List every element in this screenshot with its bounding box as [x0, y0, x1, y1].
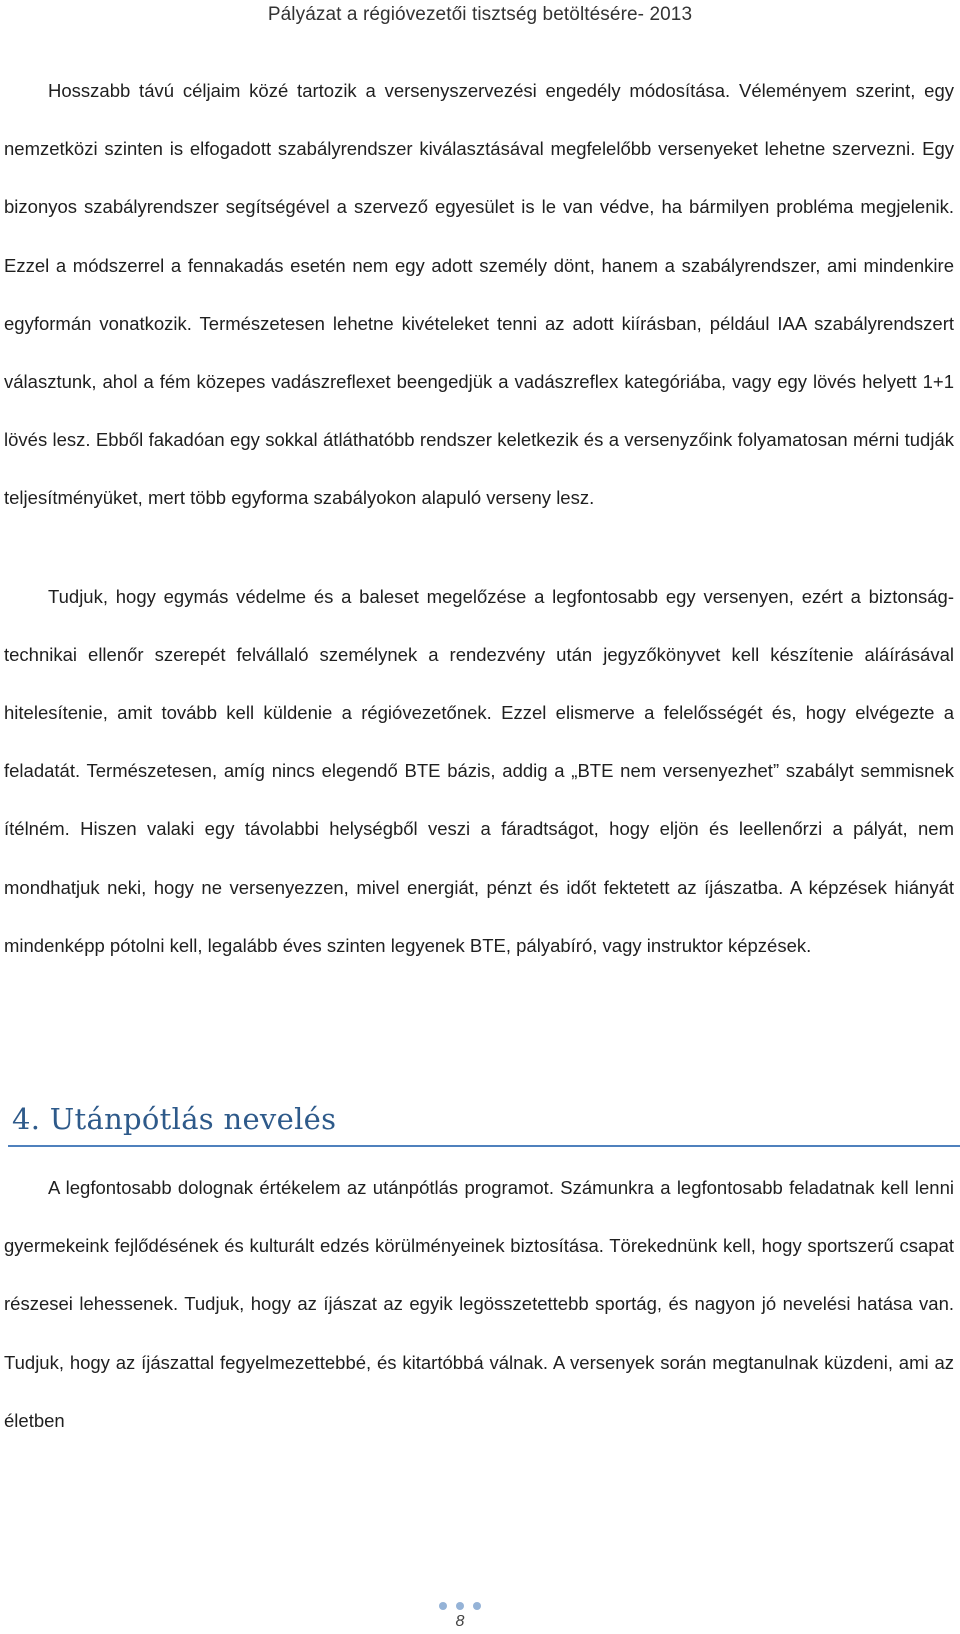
page-number: 8 [455, 1613, 465, 1630]
section-heading: 4. Utánpótlás nevelés [12, 1102, 337, 1137]
paragraph-safety-inspector: Tudjuk, hogy egymás védelme és a baleset megelőzése a legfontosabb egy versenyen, ezért a biztonság-technikai ellenőr szerepét felvállaló személynek a rendezvény után jegyzőkönyvet kell készítenie aláírásával hitelesítenie, amit tovább kell küldenie a régióvezetőnek. Ezzel elismerve a felelősségét és, hogy elvégezte a feladatát. Természetesen, amíg nincs elegendő BTE bázis, addig a „BTE nem versenyezhet” szabályt semmisnek ítélném. Hiszen valaki egy távolabbi helységből veszi a fáradtságot, hogy eljön és leellenőrzi a pályát, nem mondhatjuk neki, hogy ne versenyezzen, mivel energiát, pénzt és időt fektetett az íjászatba. A képzések hiányát mindenképp pótolni kell, legalább éves szinten legyenek BTE, pályabíró, vagy instruktor képzések. [4, 585, 954, 956]
page-header: Pályázat a régióvezetői tisztség betöltésére- 2013 [267, 4, 693, 25]
paragraph-youth-program: A legfontosabb dolognak értékelem az utánpótlás programot. Számunkra a legfontosabb feladatnak kell lenni gyermekeink fejlődésének és kulturált edzés körülményeinek biztosítása. Törekednünk kell, hogy sportszerű csapat részesei lehessenek. Tudjuk, hogy az íjászat az egyik legösszetettebb sportág, és nagyon jó nevelési hatása van. Tudjuk, hogy az íjászattal fegyelmezettebbé, és kitartóbbá válnak. A versenyek során megtanulnak küzdeni, ami az életben [4, 1177, 954, 1431]
footer-dot [456, 1602, 464, 1610]
paragraph-spacer [4, 528, 954, 568]
section-spacer [4, 975, 954, 1097]
footer-dot [473, 1602, 481, 1610]
heading-underline [8, 1145, 960, 1147]
footer-dot [439, 1602, 447, 1610]
paragraph-competition-rules: Hosszabb távú céljaim közé tartozik a versenyszervezési engedély módosítása. Véleményem szerint, egy nemzetközi szinten is elfogadott szabályrendszer kiválasztásával megfelelőbb versenyeket lehetne szervezni. Egy bizonyos szabályrendszer segítségével a szervező egyesület is le van védve, ha bármilyen probléma megjelenik. Ezzel a módszerrel a fennakadás esetén nem egy adott személy dönt, hanem a szabályrendszer, ami mindenkire egyformán vonatkozik. Természetesen lehetne kivételeket tenni az adott kiírásban, például IAA szabályrendszert választunk, ahol a fém közepes vadászreflexet beengedjük a vadászreflex kategóriába, vagy egy lövés helyett 1+1 lövés lesz. Ebből fakadóan egy sokkal átláthatóbb rendszer keletkezik és a versenyzőink folyamatosan mérni tudják teljesítményüket, mert több egyforma szabályokon alapuló verseny lesz. [4, 80, 954, 509]
document-body [4, 62, 954, 1450]
page-footer [0, 1602, 960, 1631]
footer-dots-ornament [0, 1602, 960, 1610]
